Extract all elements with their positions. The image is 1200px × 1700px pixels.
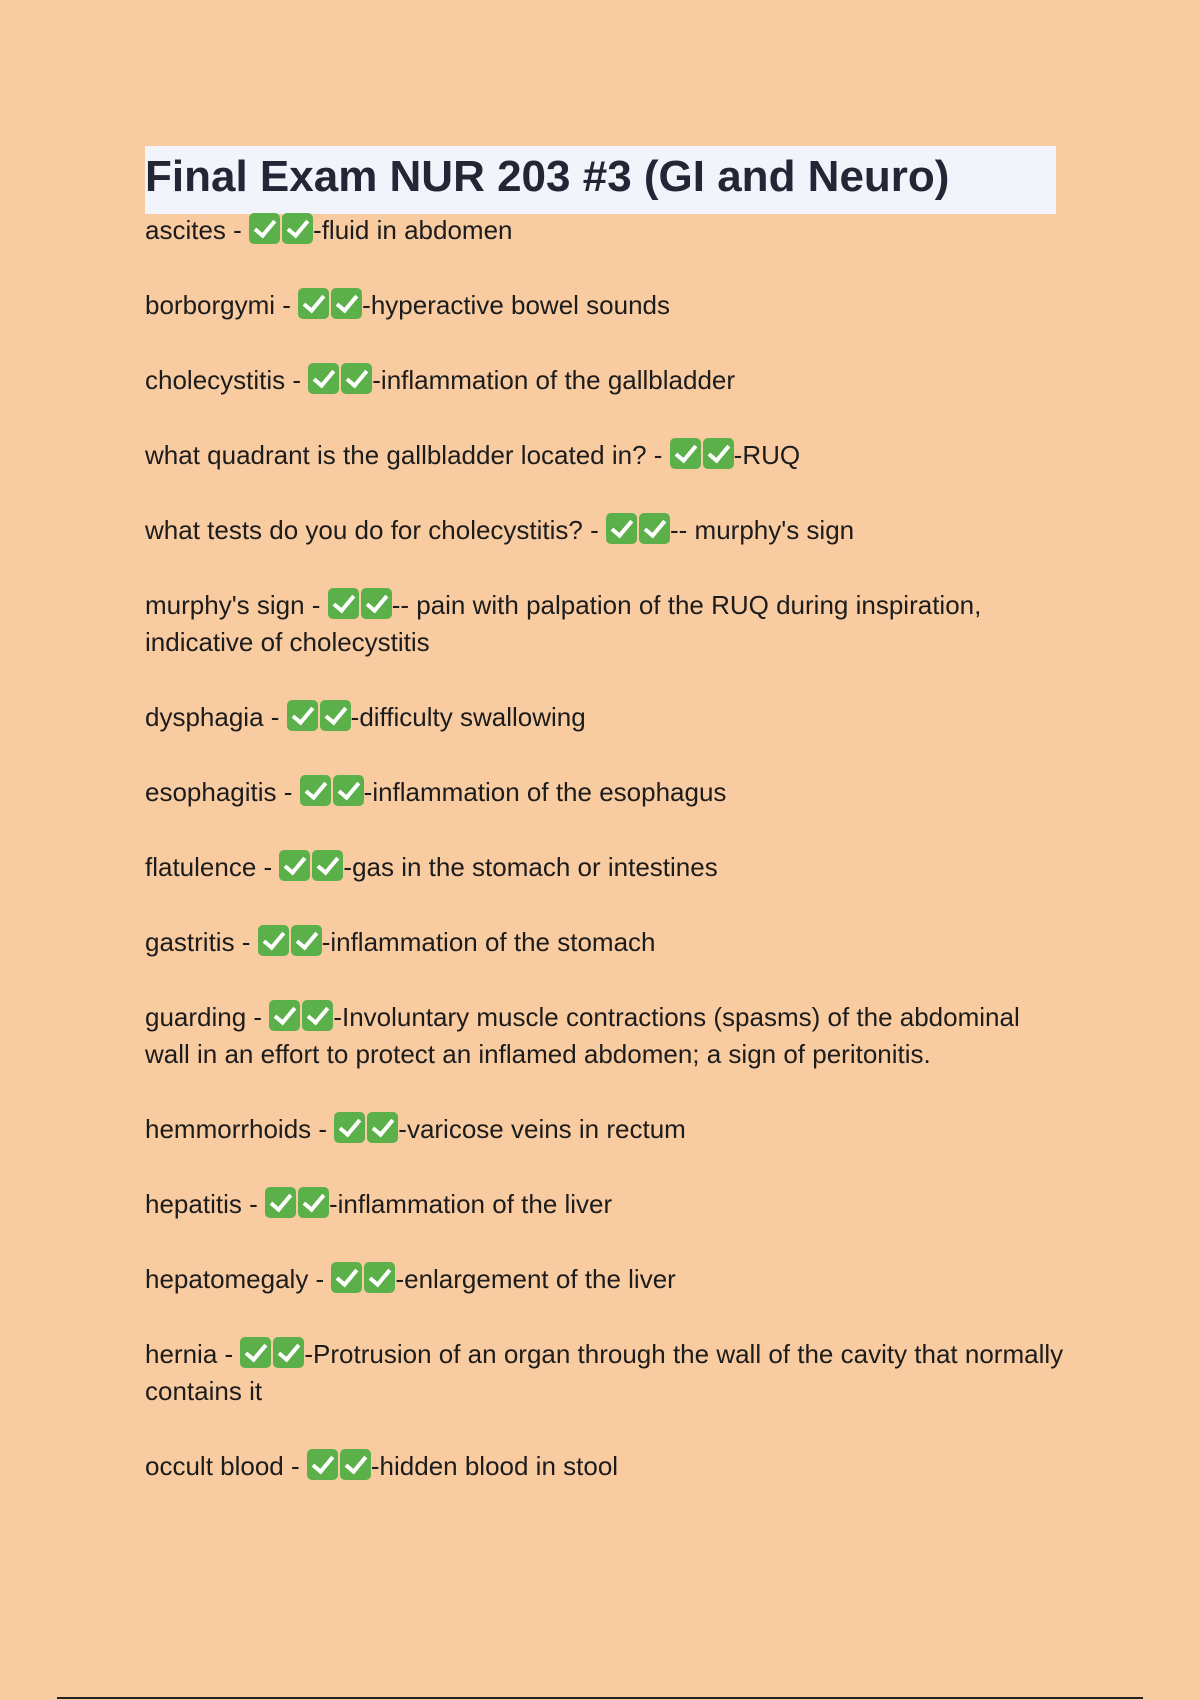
flashcard-entry [145,362,1065,399]
entry-term: what tests do you do for cholecystitis? - [145,515,606,545]
flashcard-entry [145,999,1065,1073]
check-mark-icon [341,363,372,394]
flashcard-entry [145,1336,1065,1410]
flashcard-entry [145,924,1065,961]
entry-definition: -hidden blood in stool [370,1451,619,1481]
entry-term: guarding - [145,1002,270,1032]
entry-term: flatulence - [145,852,280,882]
check-mark-icon [291,925,322,956]
check-mark-icon [298,1187,329,1218]
entry-definition: -inflammation of the esophagus [363,777,727,807]
flashcard-entry [145,437,1065,474]
entry-term: occult blood - [145,1451,307,1481]
flashcard-entry [145,1111,1065,1148]
check-mark-icon [307,1449,338,1480]
check-mark-icon [287,700,318,731]
entry-definition: -- pain with palpation of the RUQ during inspiration, indicative of cholecystitis [145,590,982,657]
check-mark-icon [269,1000,300,1031]
check-mark-icon [361,588,392,619]
entry-definition: -varicose veins in rectum [398,1114,686,1144]
entry-definition: -- murphy's sign [670,515,855,545]
check-mark-icon [308,363,339,394]
footer-divider [57,1697,1143,1699]
entry-definition: -hyperactive bowel sounds [362,290,670,320]
entry-term: hemmorrhoids - [145,1114,335,1144]
entry-definition: -enlargement of the liver [395,1264,676,1294]
entry-term: borborgymi - [145,290,299,320]
check-mark-icon [367,1112,398,1143]
title-banner [145,146,1056,214]
check-mark-icon [334,1112,365,1143]
check-mark-icon [606,513,637,544]
check-mark-icon [312,850,343,881]
entry-definition: -gas in the stomach or intestines [343,852,718,882]
check-mark-icon [340,1449,371,1480]
flashcard-entry [145,512,1065,549]
flashcard-entry [145,1448,1065,1485]
check-mark-icon [364,1262,395,1293]
check-mark-icon [265,1187,296,1218]
check-mark-icon [298,288,329,319]
check-mark-icon [320,700,351,731]
check-mark-icon [703,438,734,469]
entry-term: hepatitis - [145,1189,265,1219]
entry-definition: -Involuntary muscle contractions (spasms) of the abdominal wall in an effort to protect an inflamed abdomen; a sign of peritonitis. [145,1002,1020,1069]
entry-term: dysphagia - [145,702,287,732]
entry-definition: -inflammation of the stomach [321,927,656,957]
page-title: Final Exam NUR 203 #3 (GI and Neuro) [145,152,950,201]
entry-term: esophagitis - [145,777,300,807]
flashcard-entry [145,774,1065,811]
entry-term: murphy's sign - [145,590,328,620]
check-mark-icon [279,850,310,881]
flashcard-entry [145,287,1065,324]
check-mark-icon [273,1337,304,1368]
flashcard-entry [145,212,1065,249]
entry-term: what quadrant is the gallbladder located in? - [145,440,670,470]
entry-definition: -inflammation of the gallbladder [372,365,736,395]
check-mark-icon [300,775,331,806]
check-mark-icon [331,1262,362,1293]
check-mark-icon [258,925,289,956]
entry-definition: -difficulty swallowing [350,702,586,732]
entry-definition: -fluid in abdomen [313,215,513,245]
check-mark-icon [333,775,364,806]
entry-definition: -RUQ [733,440,801,470]
entry-term: ascites - [145,215,250,245]
check-mark-icon [249,213,280,244]
entry-term: gastritis - [145,927,258,957]
flashcard-entry [145,849,1065,886]
check-mark-icon [331,288,362,319]
check-mark-icon [639,513,670,544]
check-mark-icon [328,588,359,619]
check-mark-icon [282,213,313,244]
flashcard-entry [145,699,1065,736]
entry-term: cholecystitis - [145,365,309,395]
entry-definition: -inflammation of the liver [328,1189,613,1219]
flashcard-entry [145,1186,1065,1223]
flashcard-list [145,212,1065,1523]
check-mark-icon [670,438,701,469]
entry-term: hernia - [145,1339,241,1369]
check-mark-icon [240,1337,271,1368]
flashcard-entry [145,1261,1065,1298]
entry-term: hepatomegaly - [145,1264,332,1294]
check-mark-icon [302,1000,333,1031]
entry-definition: -Protrusion of an organ through the wall of the cavity that normally contains it [145,1339,1064,1406]
flashcard-entry [145,587,1065,661]
